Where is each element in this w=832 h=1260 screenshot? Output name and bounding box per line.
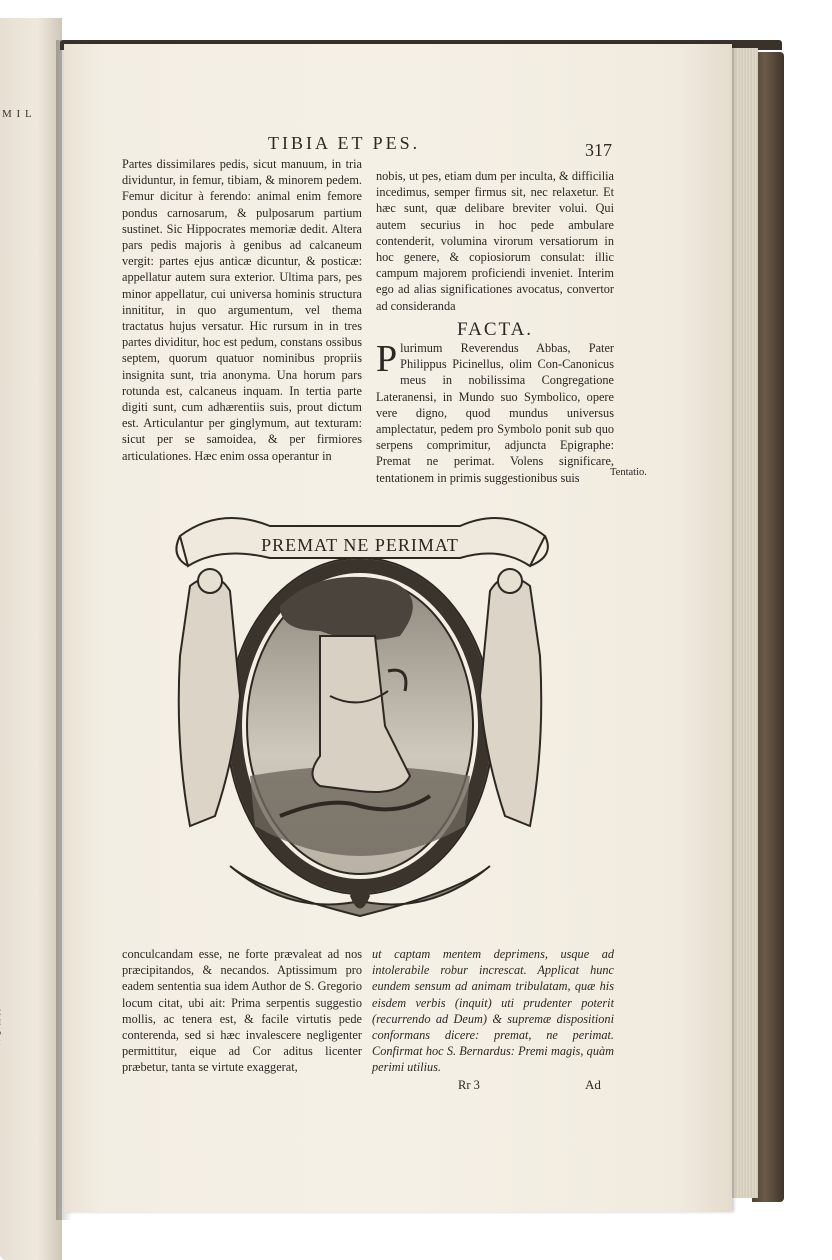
left-margin-note [0,1008,1,1048]
left-figure [179,577,240,826]
paragraph: ut captam mentem deprimens, usque ad intolerabile robur increscat. Applicat hunc eundem sensum ad animam tribulatam, quæ his eisdem verbis (inquit) uti prudenter poterit (recurrendo ad Deum) & supremæ dispositioni conformans dicere: premat, ne perimat. Confirmat hoc S. Bernardus: Premi magis, quàm perimi utilius. [372,947,614,1075]
paragraph: Partes dissimilares pedis, sicut manuum, in tria dividuntur, in femur, tibiam, & minorem pedem. Femur dicitur à ferendo: animal enim femore pondus carnosarum, & pulposarum partium sustinet. Sic Hippocrates memoriæ dedit. Altera pars pedis majoris à genibus ad calcaneum vergit: partes ejus anticæ dicuntur, & posticæ: appellatur autem sura exterior. Ultima pars, pes minor appellatur, cui universa hominis structura innititur, in quo argumentum, vel thema tractatus hujus versatur. Hic rursum in in tres partes dividitur, hoc est pedum, constans ossibus septem, quorum quatuor nominibus propriis insignita sunt, tria anonyma. Una horum pars rotunda est, calcaneus inquam. In tertia parte digiti sunt, cum adhærentiis suis, prout dictum est. Articulantur per ginglymum, aut texturam: sicut per se samoidea, & per firmiores articulationes. Hæc enim ossa operantur in [122,157,362,463]
running-head: TIBIA ET PES. [268,133,421,153]
right-figure [480,577,541,826]
drop-cap: P [376,338,398,381]
left-running-head: M I L [2,108,33,120]
text-column-3 [122,946,362,1076]
facta-paragraph [376,340,614,486]
emblem-engraving [160,496,560,926]
left-page [0,18,62,1260]
section-heading: FACTA. [456,318,534,340]
text-column-1 [122,156,362,464]
paragraph: conculcandam esse, ne forte prævaleat ad nos præcipitandos, & necandos. Aptissimum pro eadem sententia sua idem Author de S. Gregorio locum citat, ubi ait: Prima serpentis suggestio mollis, ac tenera est, & facile virtutis pede conterenda, sed si hæc invalescere negligenter permittitur, eique ad Cor aditus licenter præbetur, tanta se virtute exaggerat, [122,947,362,1075]
signature-mark: Rr 3 [458,1078,480,1092]
facta-text: lurimum Reverendus Abbas, Pater Philippus Picinellus, olim Con-Canonicus meus in nobilissima Congregatione Lateranensi, in Mundo suo Symbolico, opere vere digno, quod mundus universus amplectatur, pedem pro Symbolo ponit sub quo serpens comprimitur, adjuncta Epigraphe: Premat ne perimat. Volens significare, tentationem in primis suggestionibus suis [376,341,614,485]
catchword: Ad [585,1077,601,1092]
text-column-4 [372,946,614,1076]
page-edges [728,48,758,1198]
text-column-2 [376,168,614,486]
paragraph: nobis, ut pes, etiam dum per inculta, & difficilia incedimus, semper firmus sit, nec relaxetur. Et hæc sunt, quæ delibare breviter volui. Qui autem securius in hoc pede ambulare contenderit, volumina virorum versatiorum in hoc genere, & copiosiorum consulat: illic campum majorem proficiendi inveniet. Interim ego ad alias significationes avocatus, convertor ad consideranda [376,169,614,313]
emblem-motto: PREMAT NE PERIMAT [261,535,459,555]
page-number: 317 [585,140,612,160]
right-margin-note: Tentatio. [610,467,647,478]
